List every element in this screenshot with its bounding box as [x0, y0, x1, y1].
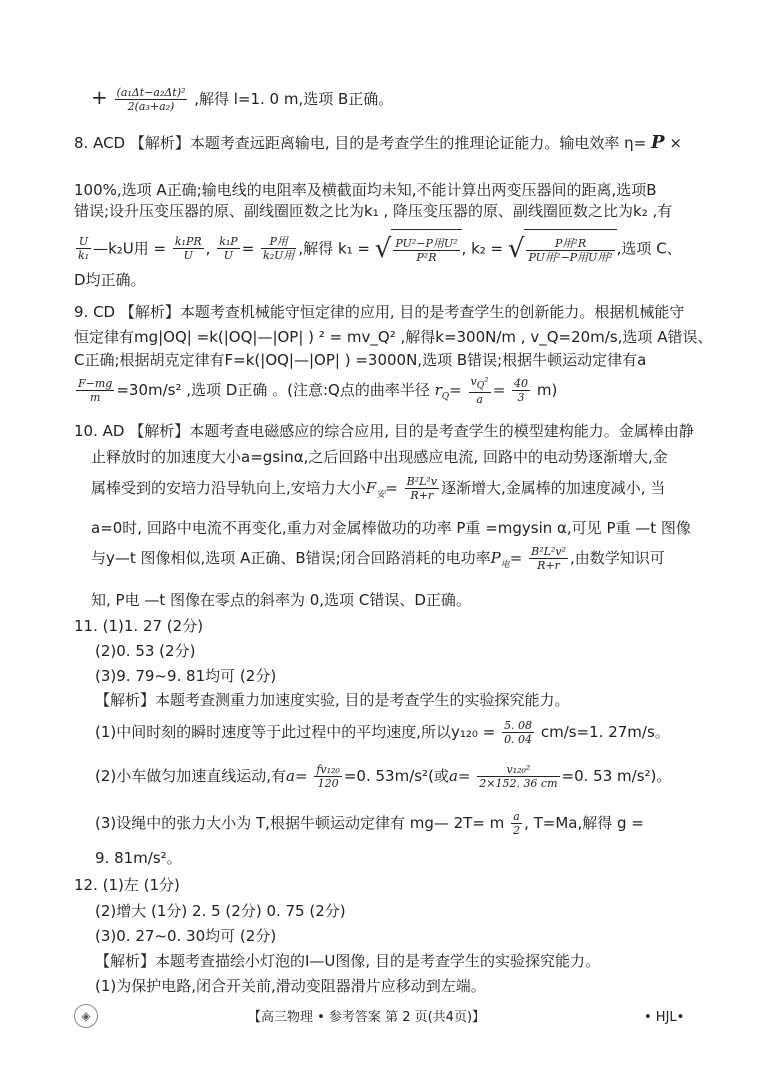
q10-line-5: 与y—t 图像相似,选项 A正确、B错误;闭合回路消耗的电功率$P_电=$ $\frac{\text{B²L²v²}}{R+r}$ ,由数学知识可 — [91, 545, 665, 572]
q11-analysis-2: (2)小车做匀加速直线运动,有a= $\frac{\text{fv₁₂₀}}{120}$ =0. 53m/s²(或a= $\frac{\text{v₁₂₀²}}{2\times 152. 36 cm}$ =0. 53 m/s²)。 — [95, 763, 672, 790]
footer-code: • HJL• — [644, 1010, 685, 1025]
q10-line-1: 10. AD 【解析】本题考查电磁感应的综合应用, 目的是考查学生的模型建构能力。金属棒由静 — [74, 422, 694, 440]
q9-line-2: 恒定律有mg|OQ| =k(|OQ|—|OP| ) ² = mv_Q² ,解得k=300N/m , v_Q=20m/s,选项 A错误、 — [74, 328, 713, 346]
q11-analysis-4: 9. 81m/s²。 — [95, 849, 182, 867]
q10-line-6: 知, P电 —t 图像在零点的斜率为 0,选项 C错误、D正确。 — [91, 591, 471, 609]
q11-analysis-title: 【解析】本题考查测重力加速度实验, 目的是考查学生的实验探究能力。 — [95, 691, 570, 709]
q9-line-4: $\frac{F-mg}{m}$ =30m/s² ,选项 D正确 。(注意:Q点的曲率半径 $r_Q=$ $\frac{v_Q^2}{a}$ = $\frac{40}{3}$ m) — [78, 374, 558, 407]
fraction: $\frac{\text{(a₁Δt−a₂Δt)²}}{\text{2(a₃+a₂)}}$ — [116, 86, 186, 113]
q10-line-3: 属棒受到的安培力沿导轨向上,安培力大小$F_安=$ $\frac{\text{B²L²v}}{R+r}$ 逐渐增大,金属棒的加速度减小, 当 — [91, 475, 666, 502]
q12-answer-1: 12. (1)左 (1分) — [74, 876, 180, 894]
q8-line-1: 8. ACD 【解析】本题考查远距离输电, 目的是考查学生的推理论证能力。输电效率 η= P × — [74, 132, 682, 153]
q12-answer-3: (3)0. 27~0. 30均可 (2分) — [95, 927, 277, 945]
q11-analysis-1: (1)中间时刻的瞬时速度等于此过程中的平均速度,所以y₁₂₀ = $\frac{5. 08}{0. 04}$ cm/s=1. 27m/s。 — [95, 719, 670, 746]
q11-analysis-3: (3)设绳中的张力大小为 T,根据牛顿运动定律有 mg— 2T= m $\frac{a}{2}$ , T=Ma,解得 g = — [95, 810, 644, 837]
q9-line-1: 9. CD 【解析】本题考查机械能守恒定律的应用, 目的是考查学生的创新能力。根据机械能守 — [74, 303, 685, 321]
q10-line-4: a=0时, 回路中电流不再变化,重力对金属棒做功的功率 P重 =mgysin α,可见 P重 —t 图像 — [91, 519, 691, 537]
logo-icon: ◈ — [74, 1004, 98, 1028]
q11-answer-1: 11. (1)1. 27 (2分) — [74, 617, 204, 635]
q12-analysis-1: (1)为保护电路,闭合开关前,滑动变阻器滑片应移动到左端。 — [95, 977, 486, 995]
formula-line-1: + $\frac{\text{(a₁Δt−a₂Δt)²}}{\text{2(a₃+a₂)}}$ ,解得 l=1. 0 m,选项 B正确。 — [91, 85, 394, 113]
q11-answer-2: (2)0. 53 (2分) — [95, 642, 196, 660]
footer-page-info: 【高三物理 • 参考答案 第 2 页(共4页)】 — [248, 1010, 486, 1025]
q8-line-5: D均正确。 — [74, 271, 146, 289]
q12-answer-2: (2)增大 (1分) 2. 5 (2分) 0. 75 (2分) — [95, 902, 346, 920]
q11-answer-3: (3)9. 79~9. 81均可 (2分) — [95, 667, 277, 685]
q8-line-2: 100%,选项 A正确;输电线的电阻率及横截面均未知,不能计算出两变压器间的距离,选项B — [74, 181, 657, 199]
q8-line-4: $\frac{U}{\text{k₁}}$ —k₂U用 = $\frac{\text{k₁PR}}{U}$ , $\frac{\text{k₁P}}{U}$ = $\frac{\text{P用}}{\text{k₂U用}}$ ,解得 k₁ = √ $\frac{\text{PU²−P用U²}}{\text{P²R}}$ , k₂ = √ $\frac{\text{P用²R}}{\text{PU用²−P用U用²}}$ ,选项 C、 — [74, 228, 682, 268]
q12-analysis-title: 【解析】本题考查描绘小灯泡的I—U图像, 目的是考查学生的实验探究能力。 — [95, 952, 600, 970]
q8-line-3: 错误;设升压变压器的原、副线圈匝数之比为k₁ , 降压变压器的原、副线圈匝数之比为k₂ ,有 — [74, 202, 673, 220]
q9-line-3: C正确;根据胡克定律有F=k(|OQ|—|OP| ) =3000N,选项 B错误;根据牛顿运动定律有a — [74, 351, 647, 369]
q10-line-2: 止释放时的加速度大小a=gsinα,之后回路中出现感应电流, 回路中的电动势逐渐增大,金 — [91, 448, 668, 466]
